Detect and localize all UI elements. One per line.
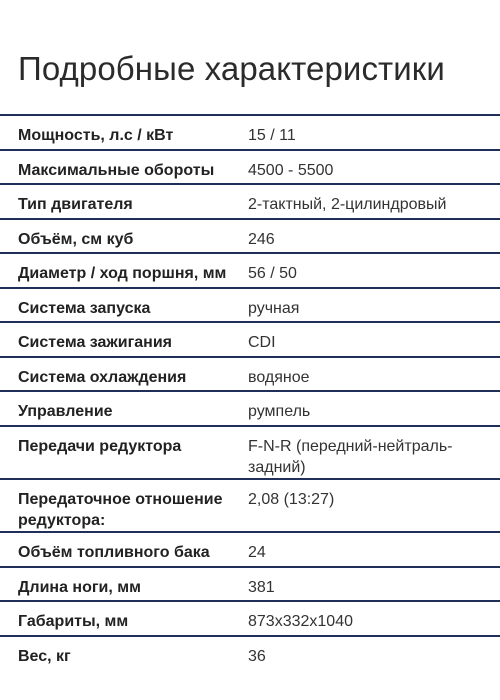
spec-label: Максимальные обороты (18, 162, 215, 179)
spec-row-dimensions (0, 600, 500, 635)
spec-row-gear-ratio (0, 478, 500, 531)
spec-row-cooling (0, 356, 500, 390)
spec-value: CDI (248, 334, 276, 351)
spec-value: F-N-R (передний-нейтраль-задний) (248, 438, 453, 476)
spec-value: 2,08 (13:27) (248, 491, 335, 508)
spec-row-gears (0, 425, 500, 478)
spec-row-displacement (0, 218, 500, 252)
spec-value: 56 / 50 (248, 265, 297, 282)
spec-value: ручная (248, 300, 300, 317)
spec-label: Мощность, л.с / кВт (18, 127, 174, 144)
spec-row-shaft-length (0, 566, 500, 600)
spec-value: водяное (248, 369, 310, 386)
spec-value: 246 (248, 231, 275, 248)
spec-row-engine-type (0, 183, 500, 218)
spec-label: Управление (18, 403, 113, 420)
spec-value: 873x332x1040 (248, 613, 353, 630)
spec-row-max-rpm (0, 149, 500, 183)
spec-label: Длина ноги, мм (18, 579, 141, 596)
spec-label: Диаметр / ход поршня, мм (18, 265, 227, 282)
spec-value: 15 / 11 (248, 127, 296, 144)
spec-value: 2-тактный, 2-цилиндровый (248, 196, 447, 213)
spec-row-ignition (0, 321, 500, 356)
spec-row-fuel-tank (0, 531, 500, 566)
spec-label: Вес, кг (18, 648, 71, 665)
spec-value: 36 (248, 648, 266, 665)
spec-value: 381 (248, 579, 275, 596)
spec-row-bore-stroke (0, 252, 500, 287)
spec-label: Объём топливного бака (18, 544, 210, 561)
spec-label: Система зажигания (18, 334, 172, 351)
spec-label: Передачи редуктора (18, 438, 182, 455)
spec-label: Система охлаждения (18, 369, 187, 386)
spec-label: Объём, см куб (18, 231, 134, 248)
spec-value: румпель (248, 403, 311, 420)
spec-row-steering (0, 390, 500, 425)
specs-table (0, 114, 500, 669)
spec-row-power (0, 114, 500, 149)
spec-label: Система запуска (18, 300, 151, 317)
spec-row-weight (0, 635, 500, 669)
spec-row-starting (0, 287, 500, 321)
spec-value: 24 (248, 544, 266, 561)
spec-label: Габариты, мм (18, 613, 129, 630)
spec-label: Передаточное отношение редуктора: (18, 491, 223, 529)
spec-label: Тип двигателя (18, 196, 133, 213)
spec-value: 4500 - 5500 (248, 162, 334, 179)
page-title: Подробные характеристики (18, 50, 445, 87)
